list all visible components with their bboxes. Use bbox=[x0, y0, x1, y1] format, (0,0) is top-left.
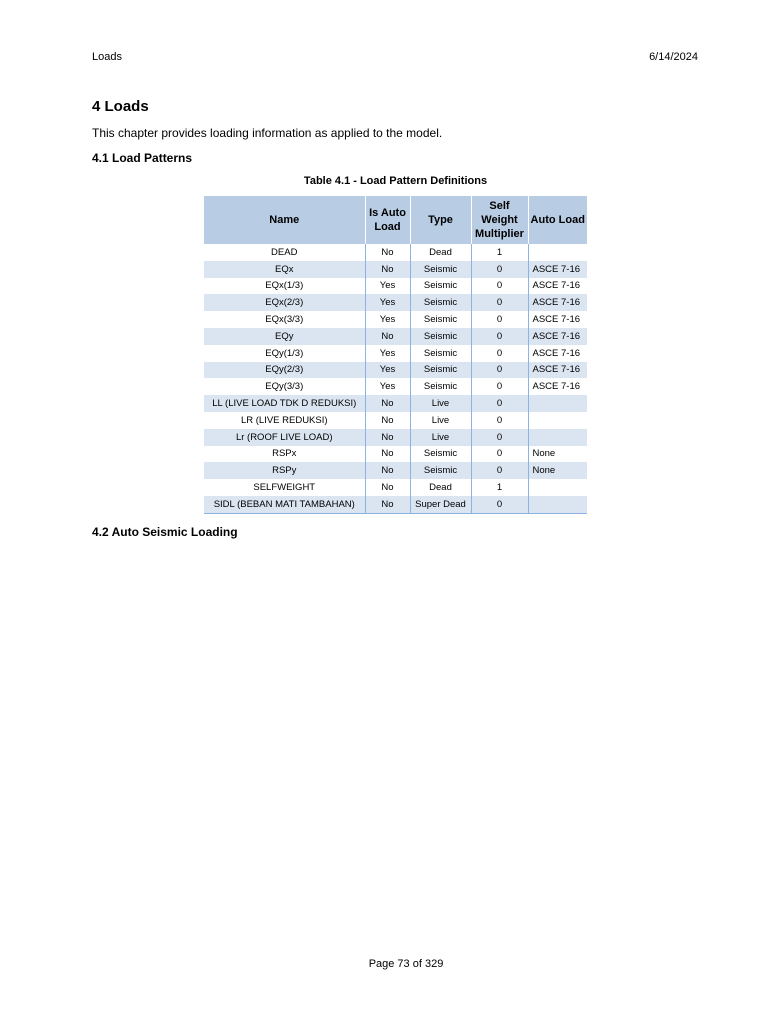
table-cell: SIDL (BEBAN MATI TAMBAHAN) bbox=[204, 496, 365, 513]
table-caption: Table 4.1 - Load Pattern Definitions bbox=[303, 175, 488, 187]
table-cell: 0 bbox=[471, 278, 528, 295]
column-header: Self Weight Multiplier bbox=[471, 196, 528, 244]
table-cell: RSPx bbox=[204, 446, 365, 463]
table-cell bbox=[528, 244, 587, 261]
table-cell: EQx(2/3) bbox=[204, 294, 365, 311]
table-row bbox=[204, 395, 587, 412]
table-cell: Seismic bbox=[410, 462, 471, 479]
table-row bbox=[204, 294, 587, 311]
table-cell: ASCE 7-16 bbox=[528, 362, 587, 379]
table-row bbox=[204, 362, 587, 379]
table-row bbox=[204, 244, 587, 261]
table-cell bbox=[528, 496, 587, 513]
table-cell: Seismic bbox=[410, 311, 471, 328]
table-cell: No bbox=[365, 429, 410, 446]
table-cell: No bbox=[365, 446, 410, 463]
table-cell: Yes bbox=[365, 278, 410, 295]
table-cell: Super Dead bbox=[410, 496, 471, 513]
table-row bbox=[204, 496, 587, 513]
table-cell: EQy(2/3) bbox=[204, 362, 365, 379]
table-cell: No bbox=[365, 328, 410, 345]
table-cell: Seismic bbox=[410, 294, 471, 311]
table-cell: EQx(1/3) bbox=[204, 278, 365, 295]
table-cell: 0 bbox=[471, 311, 528, 328]
table-cell: Seismic bbox=[410, 378, 471, 395]
page-number: Page 73 of 329 bbox=[368, 958, 444, 970]
table-cell: LR (LIVE REDUKSI) bbox=[204, 412, 365, 429]
table-cell: No bbox=[365, 261, 410, 278]
table-cell: RSPy bbox=[204, 462, 365, 479]
table-row bbox=[204, 261, 587, 278]
table-cell: 0 bbox=[471, 345, 528, 362]
table-cell: None bbox=[532, 448, 556, 460]
chapter-intro: This chapter provides loading information as applied to the model. bbox=[92, 126, 443, 140]
table-row bbox=[204, 345, 587, 362]
table-cell: No bbox=[365, 479, 410, 496]
table-cell: 0 bbox=[471, 395, 528, 412]
chapter-title: 4 Loads bbox=[92, 98, 149, 115]
table-cell: Seismic bbox=[410, 446, 471, 463]
table-cell: ASCE 7-16 bbox=[528, 328, 587, 345]
running-header-title: Loads bbox=[92, 51, 122, 63]
table-cell: Seismic bbox=[410, 362, 471, 379]
table-cell: 1 bbox=[471, 244, 528, 261]
table-cell bbox=[528, 429, 587, 446]
table-cell: Yes bbox=[365, 345, 410, 362]
table-cell: Dead bbox=[410, 479, 471, 496]
table-cell: 0 bbox=[471, 294, 528, 311]
table-cell: Seismic bbox=[410, 261, 471, 278]
column-header: Type bbox=[410, 196, 471, 244]
table-cell: Yes bbox=[365, 378, 410, 395]
table-cell: ASCE 7-16 bbox=[528, 294, 587, 311]
table-cell: Yes bbox=[365, 311, 410, 328]
table-row bbox=[204, 429, 587, 446]
table-cell: 0 bbox=[471, 378, 528, 395]
table-cell: SELFWEIGHT bbox=[204, 479, 365, 496]
table-cell: 0 bbox=[471, 261, 528, 278]
table-cell: Yes bbox=[365, 362, 410, 379]
table-row bbox=[204, 412, 587, 429]
table-cell: DEAD bbox=[204, 244, 365, 261]
table-cell: 0 bbox=[471, 496, 528, 513]
table-row bbox=[204, 328, 587, 345]
table-cell bbox=[528, 395, 587, 412]
table-header-row bbox=[204, 196, 587, 244]
running-header-date: 6/14/2024 bbox=[649, 51, 698, 63]
table-cell: ASCE 7-16 bbox=[528, 261, 587, 278]
table-cell: EQy(3/3) bbox=[204, 378, 365, 395]
section-heading-auto-seismic: 4.2 Auto Seismic Loading bbox=[92, 525, 238, 539]
table-cell: 1 bbox=[471, 479, 528, 496]
table-cell: ASCE 7-16 bbox=[532, 314, 581, 326]
table-cell bbox=[528, 412, 587, 429]
table-cell: 0 bbox=[471, 446, 528, 463]
column-header: Auto Load bbox=[528, 196, 587, 244]
table-cell: 0 bbox=[471, 429, 528, 446]
column-header: Is Auto Load bbox=[365, 196, 410, 244]
table-cell: 0 bbox=[471, 328, 528, 345]
table-cell: Live bbox=[410, 429, 471, 446]
table-cell: EQy bbox=[204, 328, 365, 345]
table-row bbox=[204, 462, 587, 479]
table-cell: 0 bbox=[471, 462, 528, 479]
table-cell: EQy(1/3) bbox=[204, 345, 365, 362]
load-pattern-table bbox=[204, 196, 587, 514]
table-cell: Yes bbox=[365, 294, 410, 311]
table-cell: 0 bbox=[471, 412, 528, 429]
section-heading-load-patterns: 4.1 Load Patterns bbox=[92, 151, 193, 165]
table-cell: No bbox=[365, 496, 410, 513]
table-cell: ASCE 7-16 bbox=[532, 347, 581, 359]
table-cell: No bbox=[365, 412, 410, 429]
table-cell: No bbox=[365, 462, 410, 479]
table-cell: Seismic bbox=[410, 278, 471, 295]
table-cell: Live bbox=[410, 412, 471, 429]
table-cell: EQx(3/3) bbox=[204, 311, 365, 328]
table-row bbox=[204, 311, 587, 328]
table-row bbox=[204, 278, 587, 295]
table-body bbox=[204, 244, 587, 513]
table-cell: Lr (ROOF LIVE LOAD) bbox=[204, 429, 365, 446]
table-cell: Live bbox=[410, 395, 471, 412]
table-cell: ASCE 7-16 bbox=[532, 280, 581, 292]
table-cell: ASCE 7-16 bbox=[532, 381, 581, 393]
table-row bbox=[204, 378, 587, 395]
table-cell: LL (LIVE LOAD TDK D REDUKSI) bbox=[204, 395, 365, 412]
column-header: Name bbox=[204, 196, 365, 244]
table-cell: No bbox=[365, 244, 410, 261]
table-cell: Dead bbox=[410, 244, 471, 261]
table-cell: None bbox=[528, 462, 587, 479]
table-cell: EQx bbox=[204, 261, 365, 278]
table-row bbox=[204, 479, 587, 496]
table-cell: 0 bbox=[471, 362, 528, 379]
table-cell: Seismic bbox=[410, 328, 471, 345]
table-cell bbox=[528, 479, 587, 496]
table-cell: No bbox=[365, 395, 410, 412]
table-row bbox=[204, 446, 587, 463]
table-cell: Seismic bbox=[410, 345, 471, 362]
